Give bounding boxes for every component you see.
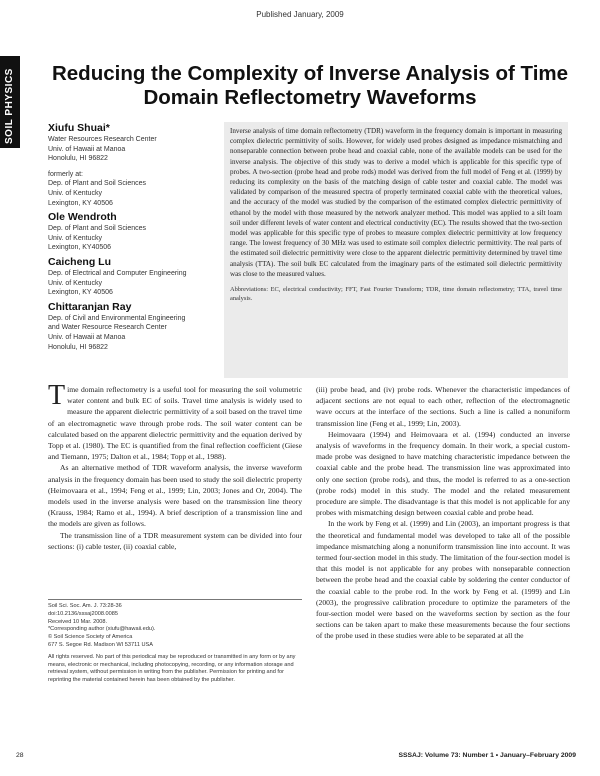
author-name: Xiufu Shuai*: [48, 122, 110, 134]
corresponding-author: *Corresponding author (xiufu@hawaii.edu).: [48, 626, 156, 633]
affiliation-line: formerly at:: [48, 170, 84, 178]
author-3: [48, 256, 228, 298]
abstract-text: Inverse analysis of time domain reflectometry (TDR) waveform in the frequency domain is important in measuring complex dielectric permittivity of soils. However, for widely used probes designed as impedance mismatching and nonseparable connection between probe head and coaxial cable, none of the available models can be used for the inverse analysis. The objective of this study was to derive a model which is applicable for this specific type of probes. A two-section (probe head and probe rods) model was derived from the full model of Feng et al. (1999) by reducing its complexity on the basis of the matching design of cable tester and coaxial cable. The model was validated by comparison of the measured spectra of properly terminated coaxial cable with the theoretical values, and the accuracy of the model was studied by the comparison of the estimated complex dielectric permittivity of ethanol by the model with those measured by the network analyzer method. This model was applied to a silt loam soil under different levels of water content and electrical conductivity (EC). The results showed that the two-section model was applicable for this specific type of probes to measure complex dielectric permittivity at low frequency range. The lowest frequency of 30 MHz was used to estimate soil complex dielectric permittivity. The real parts of the estimated soil dielectric permittivity were close to the apparent dielectric permittivity determined by travel time analysis (TTA). The soil bulk EC calculated from the imaginary parts of the estimated soil dielectric permittivity was close to the measured values.: [230, 127, 562, 278]
paragraph: (iii) probe head, and (iv) probe rods. Whenever the characteristic impedances of adjacent sections are not equal to each other, reflection of the electromagnetic wave occurs at the interface of the sections. Such a line is called a nonuniform transmission line (Feng et al., 1999; Lin, 2003).: [316, 385, 570, 428]
affiliation-line: Honolulu, HI 96822: [48, 155, 108, 163]
article-title: Reducing the Complexity of Inverse Analysis of Time Domain Reflectometry Waveforms: [51, 62, 569, 109]
affiliation-line: Lexington, KY40506: [48, 244, 112, 252]
author-1: [48, 122, 228, 208]
author-4: [48, 301, 228, 352]
copyright-line: © Soil Science Society of America: [48, 634, 133, 641]
affiliation-line: and Water Resource Research Center: [48, 324, 167, 332]
author-name: Ole Wendroth: [48, 211, 117, 224]
address-line: 677 S. Segoe Rd. Madison WI 53711 USA: [48, 641, 153, 648]
published-date: Published January, 2009: [256, 10, 344, 19]
affiliation-line: Univ. of Kentucky: [48, 234, 102, 242]
paragraph: The transmission line of a TDR measurement system can be divided into four sections: (i) cable tester, (ii) coaxial cable,: [48, 530, 302, 551]
affiliation-line: Lexington, KY 40506: [48, 289, 113, 297]
author-block: [48, 122, 228, 355]
doi-line: doi:10.2136/sssaj2008.0085: [48, 610, 118, 617]
paragraph: In the work by Feng et al. (1999) and Lin (2003), an important progress is that the theoretical and fundamental model was developed to take all of the possible impedance mismatching along a nonuniform transmission line into account. It was termed four-section model in this study. The limitation of the four-section model is that this model is not applicable for any probes with nonseparable connection between the probe head and the coaxial cable by soldering the center conductor of the coaxial cable to the probe rod. In the work by Feng et al. (1999) and Lin (2003), the progressive calibration procedure to optimize the parameters of the four-section model were based on the waveforms section by section as the four sections can be taken apart to make these measurements because the four sections of the probe used in these studies were able to be separated at all the: [316, 519, 570, 641]
section-label: SOIL PHYSICS: [4, 68, 15, 144]
abbreviations: Abbreviations: EC, electrical conductivity; FFT, Fast Fourier Transform; TDR, time domain reflectometry; TTA, travel time analysis.: [230, 286, 562, 303]
affiliation-line: Lexington, KY 40506: [48, 199, 113, 207]
body-column-left: [48, 380, 302, 552]
article-notes: [48, 599, 302, 685]
page-number: 28: [16, 752, 24, 759]
received-line: Received 10 Mar. 2008.: [48, 618, 108, 625]
abstract-box: [224, 122, 568, 378]
rights-statement: All rights reserved. No part of this periodical may be reproduced or transmitted in any form or by any means, electronic or mechanical, including photocopying, recording, or any information storage and retrieval system, without permission in writing from the publisher. Permission for printing and for reprinting the material contained herein has been obtained by the publisher.: [48, 653, 296, 684]
paragraph-text: ime domain reflectometry is a useful tool for measuring the soil volumetric water content and bulk EC of soils. Travel time analysis is widely used to measure the apparent dielectric permittivity of a soil based on the travel time of an electromagnetic wave through probe rods. The soil water content can be calculated based on the apparent dielectric permittivity and the equation derived by Topp et al. (1980). The EC is quantified from the final reflection coefficient (Giese and Tiemann, 1975; Dalton et al., 1984; Topp et al., 1988).: [48, 385, 302, 462]
author-2: [48, 211, 228, 253]
affiliation-line: Univ. of Kentucky: [48, 189, 102, 197]
affiliation-line: Univ. of Hawaii at Manoa: [48, 145, 126, 153]
author-name: Caicheng Lu: [48, 255, 112, 268]
section-tab: [0, 56, 20, 148]
affiliation-line: Univ. of Hawaii at Manoa: [48, 333, 126, 341]
paragraph: Heimovaara (1994) and Heimovaara et al. (1994) conducted an inverse analysis of waveforms in the frequency domain. In their work, a special custom-made probe was designed to have matching characteristic impedance between the coaxial cable and the probe head. The transmission line was approximated into only one section (probe rods), and thus, the model is referred to as a one-section (probe rods) model in this study. The model and the related measurement procedure are simple. The disadvantage is that this model is not applicable for any probes with mismatching design between coaxial cable and probe head.: [316, 429, 570, 518]
affiliation-line: Honolulu, HI 96822: [48, 343, 108, 351]
drop-cap: T: [48, 380, 66, 411]
affiliation-line: Dep. of Civil and Environmental Engineering: [48, 314, 186, 322]
affiliation-line: Dep. of Plant and Soil Sciences: [48, 180, 147, 188]
body-column-right: [316, 384, 570, 642]
paragraph: [48, 380, 302, 462]
paragraph: As an alternative method of TDR waveform analysis, the inverse waveform analysis in the frequency domain has been used to study the soil dielectric property (Heimovaara et al., 1994; Feng et al., 1999; Lin, 2003; Jones and Or, 2004). The models used in the inverse analysis were based on the transmission line theory (Krauss, 1984; Ramo et al., 1994). A brief description of a transmission line and the models are given as follows.: [48, 463, 302, 529]
citation-line: Soil Sci. Soc. Am. J. 73:28-36: [48, 603, 122, 609]
affiliation-line: Dep. of Electrical and Computer Engineering: [48, 269, 187, 277]
author-name: Chittaranjan Ray: [48, 300, 132, 313]
journal-info: SSSAJ: Volume 73: Number 1 • January–February 2009: [398, 752, 576, 759]
affiliation-line: Univ. of Kentucky: [48, 279, 102, 287]
affiliation-line: Dep. of Plant and Soil Sciences: [48, 225, 147, 233]
affiliation-line: Water Resources Research Center: [48, 136, 157, 143]
